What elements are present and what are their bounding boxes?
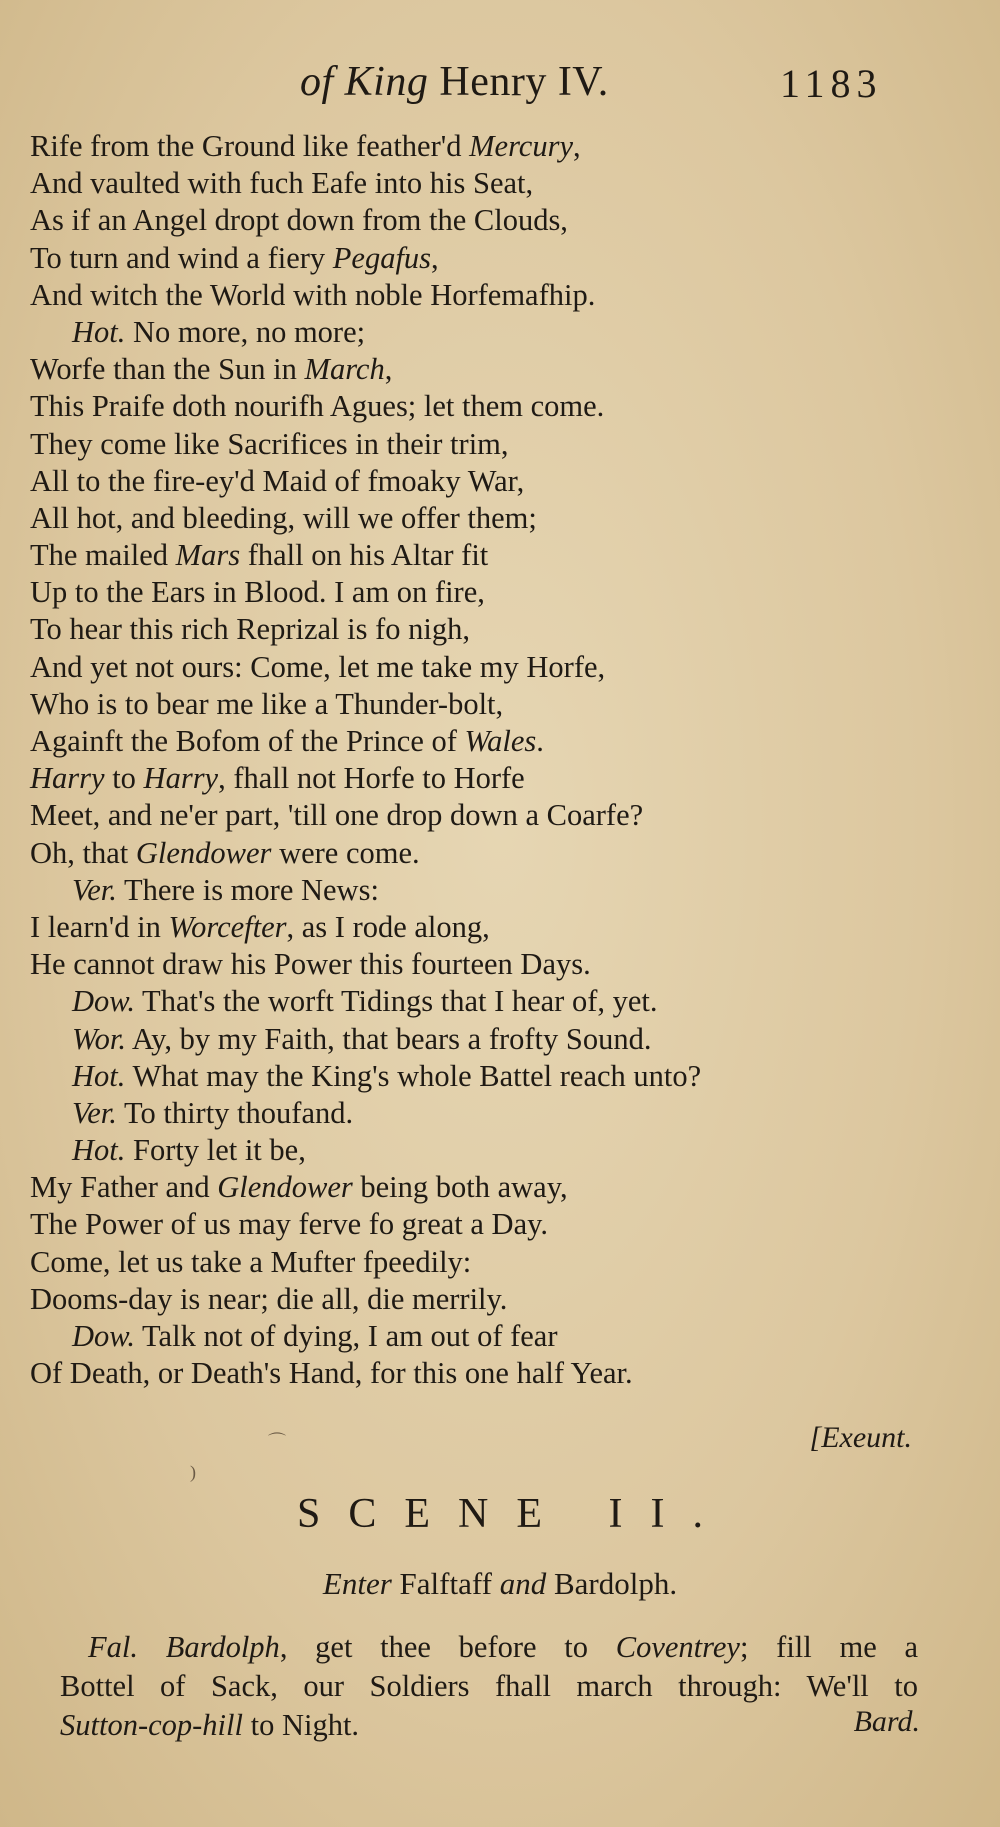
verse-line [30, 574, 930, 611]
verse-line [30, 128, 930, 165]
italic-text: Mars [175, 538, 241, 573]
text-run: No more, no more; [125, 314, 366, 349]
verse-line [30, 165, 930, 202]
italic-text: Glendower [135, 835, 272, 870]
text-run: All to the fire-ey'd Maid of fmoaky War, [30, 463, 525, 498]
italic-text: Harry [143, 761, 219, 796]
text-run: , fhall not Horfe to Horfe [218, 761, 525, 796]
text-run: to Night. [242, 1708, 360, 1742]
text-run: To hear this rich Reprizal is fo nigh, [30, 612, 471, 647]
speech-line [30, 1021, 930, 1058]
italic-text: Fal. Bardolph [88, 1630, 280, 1664]
text-run: , get thee before to [279, 1630, 616, 1664]
verse-line [30, 611, 930, 648]
text-run: , [384, 352, 393, 387]
italic-text: Worcefter [168, 909, 287, 944]
text-run: The mailed [30, 538, 176, 573]
italic-text: Pegafus [332, 240, 432, 275]
text-run: Worfe than the Sun in [30, 352, 305, 387]
prose-line [60, 1667, 918, 1706]
italic-text: Harry [30, 761, 105, 796]
page-header [0, 58, 1000, 118]
text-run: fhall on his Altar fit [240, 538, 489, 573]
running-title [300, 58, 609, 106]
text-run: To turn and wind a fiery [30, 240, 333, 275]
text-run: To thirty thoufand. [116, 1095, 354, 1130]
verse-line [30, 277, 930, 314]
italic-text: and [499, 1566, 547, 1601]
italic-text: Wor. [72, 1021, 126, 1056]
text-run: All hot, and bleeding, will we offer them; [30, 500, 537, 535]
text-run: And yet not ours: Come, let me take my Horfe, [30, 649, 606, 684]
verse-line [30, 1169, 930, 1206]
italic-text: Hot. [72, 1058, 126, 1093]
text-run: , as I rode along, [286, 909, 490, 944]
text-run: . [536, 724, 544, 758]
text-run: , [573, 129, 581, 163]
text-run: There is more News: [116, 872, 379, 907]
italic-text: Sutton-cop-hill [60, 1708, 243, 1742]
text-run: Rife from the Ground like feather'd [30, 129, 470, 163]
italic-text: Ver. [72, 1095, 117, 1130]
text-run: This Praife doth nourifh Agues; let them come. [30, 389, 605, 424]
verse-line [30, 202, 930, 239]
text-run: He cannot draw his Power this fourteen Days. [30, 947, 591, 982]
speech-line [30, 1132, 930, 1169]
verse-line [30, 240, 930, 277]
verse-line [30, 946, 930, 983]
text-run: Oh, that [30, 835, 136, 870]
italic-text: March [304, 352, 385, 387]
prose-line [60, 1706, 918, 1745]
italic-text: Mercury [469, 129, 574, 163]
verse-line [30, 909, 930, 946]
verse-line [30, 351, 930, 388]
text-run: The Power of us may ferve fo great a Day. [30, 1207, 549, 1242]
verse-line [30, 1281, 930, 1318]
text-run: Bottel of Sack, our Soldiers fhall march through: We'll to [60, 1669, 918, 1703]
italic-text: Wales [464, 724, 537, 758]
verse-line [30, 388, 930, 425]
text-run: Dooms-day is near; die all, die merrily. [30, 1281, 508, 1316]
text-run: My Father and [30, 1170, 218, 1205]
italic-text: Glendower [217, 1170, 353, 1205]
italic-text: Hot. [72, 314, 126, 349]
text-run: Come, let us take a Mufter fpeedily: [30, 1244, 472, 1279]
speech-line [30, 314, 930, 351]
speech-line [30, 1095, 930, 1132]
text-run: Ay, by my Faith, that bears a frofty Sound. [125, 1021, 652, 1056]
stage-direction [0, 1566, 1000, 1602]
verse-line [30, 1355, 930, 1392]
text-run: As if an Angel dropt down from the Clouds, [30, 203, 568, 238]
prose-line [60, 1628, 918, 1667]
text-run: Talk not of dying, I am out of fear [134, 1319, 558, 1353]
running-title-roman: Henry IV. [428, 59, 609, 105]
italic-text: Dow. [72, 1319, 135, 1353]
italic-text: Ver. [72, 872, 117, 907]
text-run: They come like Sacrifices in their trim, [30, 426, 509, 461]
text-run: Of Death, or Death's Hand, for this one half Year. [30, 1356, 633, 1391]
text-run: What may the King's whole Battel reach unto? [125, 1058, 702, 1093]
prose-speech [60, 1628, 918, 1745]
speech-line [30, 983, 930, 1020]
running-title-italic: of King [300, 59, 429, 105]
italic-text: Coventrey [615, 1630, 740, 1664]
speech-line [30, 1318, 930, 1355]
text-run: I learn'd in [30, 909, 169, 944]
scene-heading: SCENE II. [297, 1491, 731, 1537]
text-run: were come. [271, 835, 420, 870]
text-run: to [104, 761, 144, 796]
text-run: Who is to bear me like a Thunder-bolt, [30, 686, 504, 721]
text-run: being both away, [352, 1170, 568, 1205]
ink-mark: ) [190, 1462, 196, 1482]
page-number: 1183 [780, 61, 883, 106]
verse-line [30, 686, 930, 723]
text-run: , [431, 240, 439, 275]
text-run: Bardolph. [546, 1566, 678, 1601]
text-run: Up to the Ears in Blood. I am on fire, [30, 575, 485, 610]
text-run: ; fill me a [739, 1630, 919, 1664]
verse-line [30, 500, 930, 537]
verse-line [30, 835, 930, 872]
speech-line [30, 1058, 930, 1095]
stage-exit: [Exeunt. [809, 1421, 912, 1454]
text-run: And witch the World with noble Horfemafhip. [30, 277, 596, 312]
catchword: Bard. [853, 1705, 920, 1738]
verse-line [30, 463, 930, 500]
verse-line [30, 1206, 930, 1243]
verse-line [30, 426, 930, 463]
text-run: Againft the Bofom of the Prince of [30, 724, 465, 758]
text-run: Forty let it be, [125, 1133, 306, 1168]
verse-line [30, 797, 930, 834]
verse-line [30, 649, 930, 686]
text-run: That's the worft Tidings that I hear of, yet. [134, 984, 658, 1019]
italic-text: Enter [322, 1566, 392, 1601]
speech-line [30, 872, 930, 909]
verse-block [30, 128, 930, 1392]
text-run: And vaulted with fuch Eafe into his Seat, [30, 166, 534, 201]
verse-line [30, 537, 930, 574]
ink-smudge: ⌒ [268, 1432, 286, 1452]
italic-text: Hot. [72, 1133, 126, 1168]
text-run: Meet, and ne'er part, 'till one drop down a Coarfe? [30, 798, 644, 833]
verse-line [30, 723, 930, 760]
verse-line [30, 760, 930, 797]
italic-text: Dow. [72, 984, 135, 1019]
text-run: Falftaff [391, 1566, 500, 1601]
verse-line [30, 1244, 930, 1281]
